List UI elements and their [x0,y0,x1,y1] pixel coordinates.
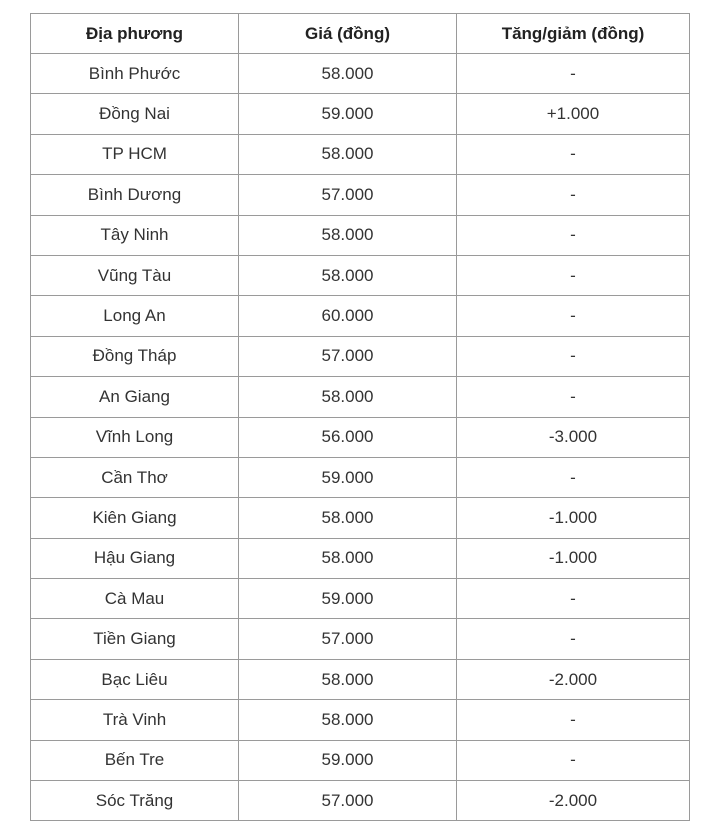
cell-region: Tiền Giang [31,619,239,659]
cell-change: -3.000 [457,417,690,457]
cell-change: - [457,619,690,659]
cell-price: 57.000 [239,781,457,821]
cell-price: 58.000 [239,538,457,578]
cell-region: TP HCM [31,134,239,174]
cell-price: 57.000 [239,175,457,215]
cell-price: 58.000 [239,54,457,94]
cell-region: Kiên Giang [31,498,239,538]
cell-change: -1.000 [457,498,690,538]
cell-change: - [457,336,690,376]
cell-change: - [457,296,690,336]
table-body [31,54,690,821]
header-change: Tăng/giảm (đồng) [457,14,690,54]
table-row [31,579,690,619]
cell-change: -2.000 [457,659,690,699]
cell-region: Cần Thơ [31,457,239,497]
table-row [31,417,690,457]
cell-price: 57.000 [239,336,457,376]
table-row [31,215,690,255]
table-row [31,740,690,780]
table-row [31,659,690,699]
cell-region: Bình Phước [31,54,239,94]
cell-change: - [457,700,690,740]
cell-change: -2.000 [457,781,690,821]
header-region: Địa phương [31,14,239,54]
cell-change: - [457,377,690,417]
cell-region: Đồng Tháp [31,336,239,376]
price-table [30,13,690,821]
table-row [31,619,690,659]
table-row [31,538,690,578]
cell-region: An Giang [31,377,239,417]
cell-region: Vĩnh Long [31,417,239,457]
cell-change: - [457,175,690,215]
cell-change: - [457,579,690,619]
cell-region: Hậu Giang [31,538,239,578]
cell-price: 58.000 [239,134,457,174]
cell-price: 59.000 [239,457,457,497]
cell-region: Tây Ninh [31,215,239,255]
table-row [31,700,690,740]
cell-region: Vũng Tàu [31,255,239,295]
table-row [31,94,690,134]
cell-price: 56.000 [239,417,457,457]
cell-price: 59.000 [239,740,457,780]
cell-price: 59.000 [239,94,457,134]
cell-region: Long An [31,296,239,336]
cell-price: 58.000 [239,377,457,417]
table-row [31,54,690,94]
table-row [31,296,690,336]
cell-price: 58.000 [239,700,457,740]
table-header [31,14,690,54]
table-row [31,336,690,376]
cell-price: 57.000 [239,619,457,659]
table-row [31,255,690,295]
cell-region: Sóc Trăng [31,781,239,821]
cell-region: Bình Dương [31,175,239,215]
cell-region: Cà Mau [31,579,239,619]
cell-price: 58.000 [239,659,457,699]
cell-change: - [457,740,690,780]
cell-region: Bạc Liêu [31,659,239,699]
cell-change: +1.000 [457,94,690,134]
cell-price: 58.000 [239,255,457,295]
header-price: Giá (đồng) [239,14,457,54]
table-row [31,175,690,215]
table-row [31,498,690,538]
price-table-container [30,13,690,821]
cell-price: 59.000 [239,579,457,619]
cell-change: - [457,134,690,174]
cell-change: - [457,457,690,497]
cell-price: 58.000 [239,498,457,538]
cell-change: - [457,215,690,255]
cell-price: 58.000 [239,215,457,255]
cell-change: -1.000 [457,538,690,578]
table-row [31,377,690,417]
table-row [31,134,690,174]
cell-change: - [457,54,690,94]
cell-change: - [457,255,690,295]
cell-region: Trà Vinh [31,700,239,740]
cell-price: 60.000 [239,296,457,336]
table-row [31,781,690,821]
table-row [31,457,690,497]
header-row [31,14,690,54]
cell-region: Bến Tre [31,740,239,780]
cell-region: Đồng Nai [31,94,239,134]
